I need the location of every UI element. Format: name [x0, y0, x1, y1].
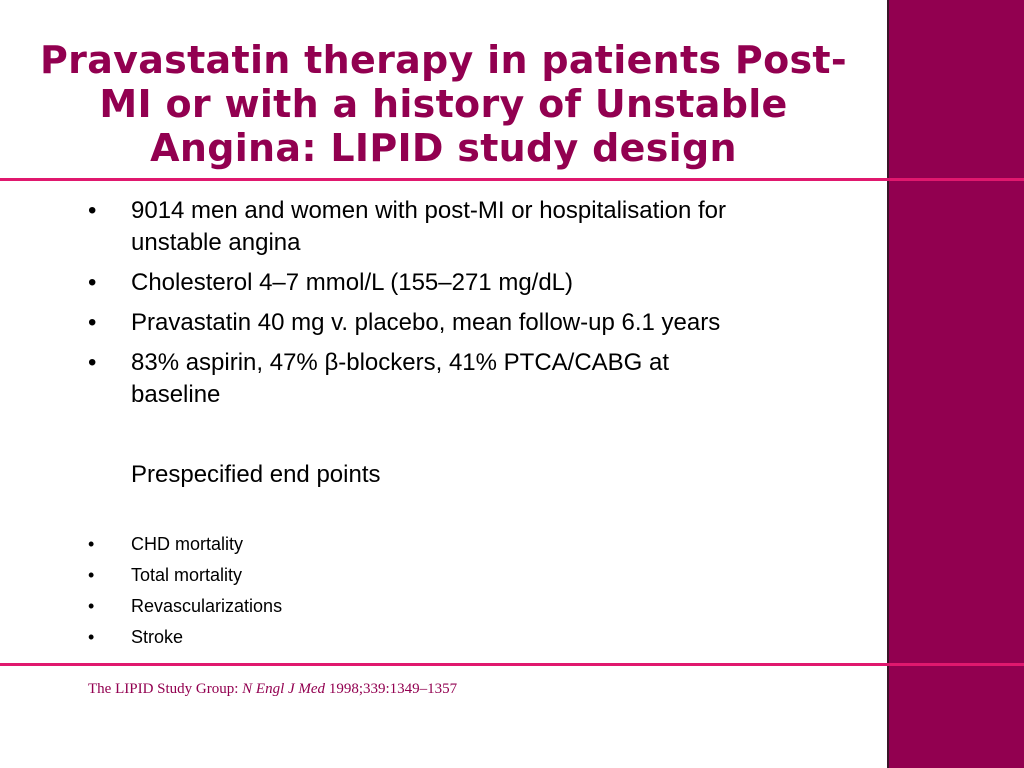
bullet-text: 83% aspirin, 47% β-blockers, 41% PTCA/CABG at [131, 349, 670, 376]
bullet-item [88, 347, 858, 411]
bullet-item [88, 267, 858, 299]
bullet-text: baseline [131, 381, 221, 408]
bullet-icon: • [88, 309, 97, 336]
endpoints-list [88, 532, 488, 656]
top-divider [0, 178, 1024, 181]
bullet-icon: • [88, 596, 95, 616]
endpoint-text: Total mortality [131, 565, 243, 585]
endpoint-text: CHD mortality [131, 534, 244, 554]
bullet-item [88, 195, 858, 259]
endpoint-item [88, 625, 488, 649]
citation-journal: N Engl J Med [242, 681, 326, 697]
citation-authors: The LIPID Study Group: [88, 681, 243, 697]
bullet-text: Cholesterol 4–7 mmol/L (155–271 mg/dL) [131, 269, 574, 296]
endpoint-text: Stroke [131, 627, 184, 647]
bullet-icon: • [88, 565, 95, 585]
bullet-icon: • [88, 534, 95, 554]
bullet-icon: • [88, 197, 97, 224]
endpoints-heading: Prespecified end points [131, 461, 381, 488]
bullet-text: 9014 men and women with post-MI or hospitalisation for [131, 197, 726, 224]
title-line: MI or with a history of Unstable [99, 82, 788, 126]
endpoint-text: Revascularizations [131, 596, 283, 616]
bullet-text: Pravastatin 40 mg v. placebo, mean follow-up 6.1 years [131, 309, 721, 336]
citation [88, 681, 457, 698]
bullet-item [88, 307, 858, 339]
endpoint-item [88, 563, 488, 587]
slide-title [0, 38, 887, 170]
endpoint-item [88, 532, 488, 556]
title-line: Angina: LIPID study design [150, 126, 737, 170]
bullet-icon: • [88, 627, 95, 647]
sidebar-panel [887, 0, 1024, 768]
bullet-text: unstable angina [131, 229, 301, 256]
title-line: Pravastatin therapy in patients Post- [40, 38, 847, 82]
bottom-divider [0, 663, 1024, 666]
endpoint-item [88, 594, 488, 618]
bullet-icon: • [88, 349, 97, 376]
bullet-icon: • [88, 269, 97, 296]
citation-reference: 1998;339:1349–1357 [325, 681, 458, 697]
main-bullet-list [88, 195, 858, 419]
